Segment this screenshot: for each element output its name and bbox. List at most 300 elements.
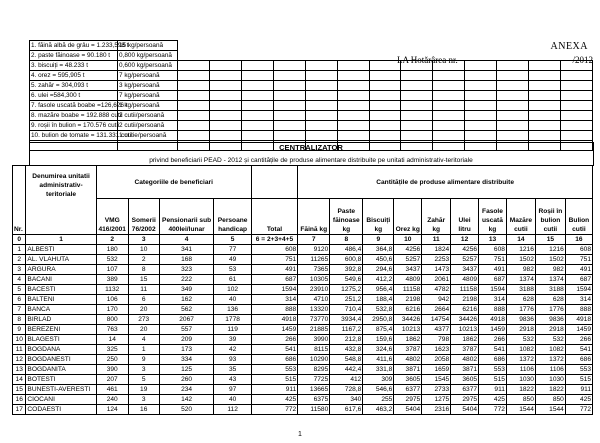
- value-cell: 8115: [298, 345, 330, 355]
- value-cell: 687: [565, 275, 592, 285]
- empty-cell: [561, 91, 593, 101]
- column-header: Biscuiți kg: [363, 199, 394, 235]
- empty-cell: [497, 41, 529, 51]
- empty-cell: [369, 111, 401, 121]
- empty-cell: [273, 51, 305, 61]
- row-number-cell: 15: [13, 385, 26, 395]
- unit-name-cell: BEREZENI: [26, 325, 96, 335]
- value-cell: 2733: [422, 385, 451, 395]
- unit-name-cell: ALBESTI: [26, 245, 96, 255]
- header-blank: [251, 166, 298, 199]
- value-cell: 541: [565, 345, 592, 355]
- value-cell: 1132: [96, 285, 128, 295]
- value-cell: 557: [159, 325, 214, 335]
- value-cell: 43: [214, 375, 251, 385]
- empty-cell: [337, 101, 369, 111]
- product-quantity-cell: 6. ulei =584,300 t: [30, 91, 118, 101]
- value-cell: 35: [214, 365, 251, 375]
- value-cell: 425: [565, 395, 592, 405]
- empty-cell: [178, 111, 210, 121]
- annex-label: ANEXA: [550, 41, 588, 52]
- value-cell: 251,2: [330, 295, 363, 305]
- value-cell: 553: [565, 365, 592, 375]
- value-cell: 266: [565, 335, 592, 345]
- empty-cell: [465, 41, 497, 51]
- value-cell: 2918: [506, 325, 535, 335]
- value-cell: 600,8: [330, 255, 363, 265]
- empty-cell: [241, 131, 273, 141]
- value-cell: 6216: [451, 305, 479, 315]
- value-cell: 162: [159, 295, 214, 305]
- empty-cell: [369, 131, 401, 141]
- empty-cell: [241, 61, 273, 71]
- value-cell: 73770: [298, 315, 330, 325]
- value-cell: 432,8: [330, 345, 363, 355]
- table-row: [13, 335, 593, 345]
- empty-cell: [337, 121, 369, 131]
- value-cell: 324,6: [363, 345, 394, 355]
- value-cell: 6375: [298, 395, 330, 405]
- value-cell: 7365: [298, 265, 330, 275]
- value-cell: 888: [565, 305, 592, 315]
- value-cell: 21885: [298, 325, 330, 335]
- empty-cell: [209, 121, 241, 131]
- value-cell: 1502: [535, 255, 565, 265]
- value-cell: 4918: [565, 315, 592, 325]
- product-row: [30, 81, 593, 91]
- value-cell: 491: [251, 265, 298, 275]
- empty-cell: [305, 131, 337, 141]
- unit-name-cell: BUNESTI-AVERESTI: [26, 385, 96, 395]
- empty-cell: [337, 91, 369, 101]
- table-row: [13, 275, 593, 285]
- empty-cell: [433, 81, 465, 91]
- value-cell: 3188: [535, 285, 565, 295]
- value-cell: 124: [96, 405, 128, 415]
- empty-cell: [209, 61, 241, 71]
- value-cell: 266: [479, 335, 507, 345]
- value-cell: 1473: [422, 265, 451, 275]
- product-quantity-cell: 10. bulion de tomate = 131.331 cutii: [31, 132, 133, 139]
- column-index-cell: 2: [96, 235, 128, 245]
- row-number-cell: 13: [13, 365, 26, 375]
- empty-cell: [337, 41, 369, 51]
- value-cell: 686: [479, 355, 507, 365]
- value-cell: 136: [214, 305, 251, 315]
- empty-cell: [305, 101, 337, 111]
- value-cell: 2058: [422, 355, 451, 365]
- empty-cell: [401, 81, 433, 91]
- table-row: [13, 395, 593, 405]
- value-cell: 412: [330, 375, 363, 385]
- value-cell: 532: [506, 335, 535, 345]
- value-cell: 6377: [451, 385, 479, 395]
- empty-cell: [497, 91, 529, 101]
- table-row: [13, 365, 593, 375]
- empty-cell: [561, 101, 593, 111]
- value-cell: 3871: [451, 365, 479, 375]
- empty-cell: [401, 71, 433, 81]
- value-cell: 5404: [394, 405, 422, 415]
- value-cell: 97: [214, 385, 251, 395]
- value-cell: 273: [128, 315, 159, 325]
- value-cell: 8295: [298, 365, 330, 375]
- value-cell: 1459: [565, 325, 592, 335]
- decision-reference: [397, 55, 593, 65]
- value-cell: 34426: [451, 315, 479, 325]
- column-header: Somerii 76/2002: [128, 199, 159, 235]
- column-index-cell: 0: [13, 235, 26, 245]
- value-cell: 1544: [506, 405, 535, 415]
- product-ration-cell: 2 cutii/persoană: [118, 121, 178, 131]
- product-quantity-cell: 9. roșii în bulion = 170.576 cutii: [31, 122, 120, 129]
- row-number-cell: 3: [13, 265, 26, 275]
- value-cell: 411,6: [363, 355, 394, 365]
- value-cell: 532,8: [363, 305, 394, 315]
- value-cell: 3787: [394, 345, 422, 355]
- unit-name-cell: BOGDANA: [26, 345, 96, 355]
- value-cell: 2: [128, 255, 159, 265]
- value-cell: 93: [214, 355, 251, 365]
- value-cell: 212,8: [330, 335, 363, 345]
- header-nr: Nr.: [13, 166, 26, 235]
- value-cell: 1594: [251, 285, 298, 295]
- value-cell: 16: [128, 405, 159, 415]
- value-cell: 8: [128, 265, 159, 275]
- value-cell: 23910: [298, 285, 330, 295]
- table-row: [13, 295, 593, 305]
- value-cell: 34426: [394, 315, 422, 325]
- empty-cell: [465, 81, 497, 91]
- product-quantity-cell: 1. făină albă de grâu = 1.233,598 t: [31, 42, 129, 49]
- unit-name-cell: ARGURA: [26, 265, 96, 275]
- value-cell: 875,4: [363, 325, 394, 335]
- value-cell: 1167,2: [330, 325, 363, 335]
- value-cell: 6: [128, 295, 159, 305]
- value-cell: 10: [128, 245, 159, 255]
- column-header: Fasole uscată kg: [479, 199, 507, 235]
- value-cell: 4802: [394, 355, 422, 365]
- product-row: [30, 101, 593, 111]
- value-cell: 562: [159, 305, 214, 315]
- table-row: [13, 405, 593, 415]
- value-cell: 389: [96, 275, 128, 285]
- column-header: Total: [251, 199, 298, 235]
- value-cell: 4809: [451, 275, 479, 285]
- value-cell: 1822: [506, 385, 535, 395]
- empty-cell: [273, 101, 305, 111]
- value-cell: 491: [565, 265, 592, 275]
- table-row: [13, 255, 593, 265]
- value-cell: 53: [214, 265, 251, 275]
- empty-cell: [273, 121, 305, 131]
- value-cell: 314: [565, 295, 592, 305]
- empty-cell: [273, 91, 305, 101]
- value-cell: 9: [128, 355, 159, 365]
- value-cell: 2975: [394, 395, 422, 405]
- value-cell: 5257: [451, 255, 479, 265]
- value-cell: 1106: [506, 365, 535, 375]
- column-header: Pensionarii sub 400lei/lunar: [159, 199, 214, 235]
- value-cell: 1082: [535, 345, 565, 355]
- value-cell: 911: [565, 385, 592, 395]
- value-cell: 628: [506, 295, 535, 305]
- value-cell: 4377: [422, 325, 451, 335]
- value-cell: 442,4: [330, 365, 363, 375]
- row-number-cell: 17: [13, 405, 26, 415]
- product-quantity-cell: 5. zahăr = 304,093 t: [30, 81, 118, 91]
- value-cell: 112: [214, 405, 251, 415]
- row-number-cell: 2: [13, 255, 26, 265]
- column-index-cell: 15: [535, 235, 565, 245]
- value-cell: 14: [96, 335, 128, 345]
- empty-cell: [241, 91, 273, 101]
- empty-cell: [401, 101, 433, 111]
- value-cell: 255: [363, 395, 394, 405]
- empty-cell: [209, 101, 241, 111]
- row-number-cell: 4: [13, 275, 26, 285]
- empty-cell: [273, 61, 305, 71]
- value-cell: 3188: [506, 285, 535, 295]
- empty-cell: [241, 81, 273, 91]
- value-cell: 686: [565, 355, 592, 365]
- value-cell: 2198: [394, 295, 422, 305]
- product-ration-cell: 0,800 kg/persoană: [118, 51, 178, 61]
- value-cell: 349: [159, 285, 214, 295]
- value-cell: 20: [128, 305, 159, 315]
- product-quantity-cell: 4. orez = 595,905 t: [30, 71, 118, 81]
- value-cell: 2664: [422, 305, 451, 315]
- empty-cell: [241, 51, 273, 61]
- empty-cell: [178, 71, 210, 81]
- row-number-cell: 1: [13, 245, 26, 255]
- unit-name-cell: CIOCANI: [26, 395, 96, 405]
- value-cell: 1778: [214, 315, 251, 325]
- value-cell: 608: [251, 245, 298, 255]
- value-cell: 5404: [451, 405, 479, 415]
- empty-cell: [337, 111, 369, 121]
- row-number-cell: 16: [13, 395, 26, 405]
- empty-cell: [529, 81, 561, 91]
- value-cell: 170: [96, 305, 128, 315]
- value-cell: 250: [96, 355, 128, 365]
- value-cell: 15: [128, 275, 159, 285]
- decision-label: LA Hotărârea nr.: [397, 55, 458, 65]
- value-cell: 751: [251, 255, 298, 265]
- value-cell: 710,4: [330, 305, 363, 315]
- value-cell: 13665: [298, 385, 330, 395]
- value-cell: 334: [159, 355, 214, 365]
- value-cell: 4: [128, 335, 159, 345]
- value-cell: 10305: [298, 275, 330, 285]
- column-header: Ulei litru: [451, 199, 479, 235]
- table-row: [13, 345, 593, 355]
- empty-cell: [305, 121, 337, 131]
- beneficiaries-table: [12, 165, 593, 415]
- empty-cell: [209, 41, 241, 51]
- value-cell: 234: [159, 385, 214, 395]
- value-cell: 515: [251, 375, 298, 385]
- unit-name-cell: BIRLAD: [26, 315, 96, 325]
- value-cell: 2975: [451, 395, 479, 405]
- value-cell: 1275: [422, 395, 451, 405]
- column-header: Orez kg: [394, 199, 422, 235]
- value-cell: 1776: [535, 305, 565, 315]
- column-index-cell: 1: [26, 235, 96, 245]
- value-cell: 1545: [422, 375, 451, 385]
- empty-cell: [178, 61, 210, 71]
- product-ration-cell: 7 kg/persoană: [118, 71, 178, 81]
- value-cell: 7725: [298, 375, 330, 385]
- value-cell: 49: [214, 255, 251, 265]
- empty-cell: [178, 91, 210, 101]
- value-cell: 3605: [451, 375, 479, 385]
- value-cell: 4918: [251, 315, 298, 325]
- value-cell: 13320: [298, 305, 330, 315]
- value-cell: 1275,2: [330, 285, 363, 295]
- empty-cell: [497, 111, 529, 121]
- value-cell: 390: [96, 365, 128, 375]
- empty-cell: [561, 111, 593, 121]
- table-row: [13, 325, 593, 335]
- column-index-cell: 11: [422, 235, 451, 245]
- product-ration-cell: 7 kg/persoană: [118, 91, 178, 101]
- value-cell: 541: [251, 345, 298, 355]
- value-cell: 2198: [451, 295, 479, 305]
- value-cell: 3437: [451, 265, 479, 275]
- column-index-cell: 7: [298, 235, 330, 245]
- value-cell: 4710: [298, 295, 330, 305]
- value-cell: 5: [128, 375, 159, 385]
- empty-cell: [209, 51, 241, 61]
- empty-cell: [561, 131, 593, 141]
- empty-cell: [433, 101, 465, 111]
- value-cell: 9836: [506, 315, 535, 325]
- table-row: [13, 375, 593, 385]
- value-cell: 3: [128, 395, 159, 405]
- empty-cell: [497, 121, 529, 131]
- value-cell: 11158: [394, 285, 422, 295]
- empty-cell: [241, 41, 273, 51]
- product-row: [30, 71, 593, 81]
- empty-cell: [273, 131, 305, 141]
- empty-cell: [529, 91, 561, 101]
- empty-cell: [241, 71, 273, 81]
- value-cell: 240: [96, 395, 128, 405]
- value-cell: 520: [159, 405, 214, 415]
- unit-name-cell: AL. VLAHUTA: [26, 255, 96, 265]
- column-header: Zahăr kg: [422, 199, 451, 235]
- value-cell: 425: [479, 395, 507, 405]
- value-cell: 1374: [506, 275, 535, 285]
- product-ration-cell: 15 kg/persoană: [118, 41, 178, 51]
- empty-cell: [369, 71, 401, 81]
- value-cell: 168: [159, 255, 214, 265]
- product-row: [30, 91, 593, 101]
- value-cell: 3990: [298, 335, 330, 345]
- value-cell: 850: [535, 395, 565, 405]
- value-cell: 1372: [535, 355, 565, 365]
- value-cell: 9836: [535, 315, 565, 325]
- unit-name-cell: BOGDANITA: [26, 365, 96, 375]
- empty-cell: [369, 41, 401, 51]
- value-cell: 532: [96, 255, 128, 265]
- column-index-cell: 14: [506, 235, 535, 245]
- empty-cell: [273, 111, 305, 121]
- value-cell: 42: [214, 345, 251, 355]
- empty-cell: [561, 81, 593, 91]
- empty-cell: [178, 131, 210, 141]
- value-cell: 2067: [159, 315, 214, 325]
- value-cell: 1: [128, 345, 159, 355]
- value-cell: 1459: [479, 325, 507, 335]
- empty-cell: [273, 41, 305, 51]
- value-cell: 6216: [394, 305, 422, 315]
- column-index-cell: 13: [479, 235, 507, 245]
- value-cell: 911: [479, 385, 507, 395]
- value-cell: 125: [159, 365, 214, 375]
- value-cell: 1544: [535, 405, 565, 415]
- value-cell: 772: [565, 405, 592, 415]
- column-index-cell: 4: [159, 235, 214, 245]
- value-cell: 1824: [422, 245, 451, 255]
- row-number-cell: 7: [13, 305, 26, 315]
- value-cell: 11: [128, 285, 159, 295]
- value-cell: 450,6: [363, 255, 394, 265]
- value-cell: 11580: [298, 405, 330, 415]
- value-cell: 11158: [451, 285, 479, 295]
- column-header: Bulion cutii: [565, 199, 592, 235]
- empty-cell: [305, 111, 337, 121]
- empty-cell: [305, 71, 337, 81]
- empty-cell: [209, 71, 241, 81]
- value-cell: 106: [96, 295, 128, 305]
- empty-cell: [305, 61, 337, 71]
- empty-cell: [561, 71, 593, 81]
- column-header: Roșii în bulion cutii: [535, 199, 565, 235]
- value-cell: 982: [506, 265, 535, 275]
- value-cell: 628: [535, 295, 565, 305]
- empty-cell: [529, 121, 561, 131]
- value-cell: 1459: [251, 325, 298, 335]
- value-cell: 608: [479, 245, 507, 255]
- column-index-cell: 16: [565, 235, 592, 245]
- value-cell: 2316: [422, 405, 451, 415]
- empty-cell: [337, 51, 369, 61]
- table-row: [13, 245, 593, 255]
- value-cell: 341: [159, 245, 214, 255]
- empty-cell: [465, 101, 497, 111]
- value-cell: 1822: [535, 385, 565, 395]
- empty-cell: [529, 111, 561, 121]
- unit-name-cell: CODAESTI: [26, 405, 96, 415]
- unit-name-cell: BACESTI: [26, 285, 96, 295]
- value-cell: 1082: [506, 345, 535, 355]
- unit-name-cell: BANCA: [26, 305, 96, 315]
- empty-cell: [401, 121, 433, 131]
- empty-cell: [529, 101, 561, 111]
- value-cell: 687: [479, 275, 507, 285]
- value-cell: 4809: [394, 275, 422, 285]
- value-cell: 3871: [394, 365, 422, 375]
- table-row: [13, 315, 593, 325]
- empty-cell: [178, 101, 210, 111]
- value-cell: 102: [214, 285, 251, 295]
- value-cell: 549,6: [330, 275, 363, 285]
- value-cell: 2253: [422, 255, 451, 265]
- column-index-cell: 5: [214, 235, 251, 245]
- value-cell: 1776: [506, 305, 535, 315]
